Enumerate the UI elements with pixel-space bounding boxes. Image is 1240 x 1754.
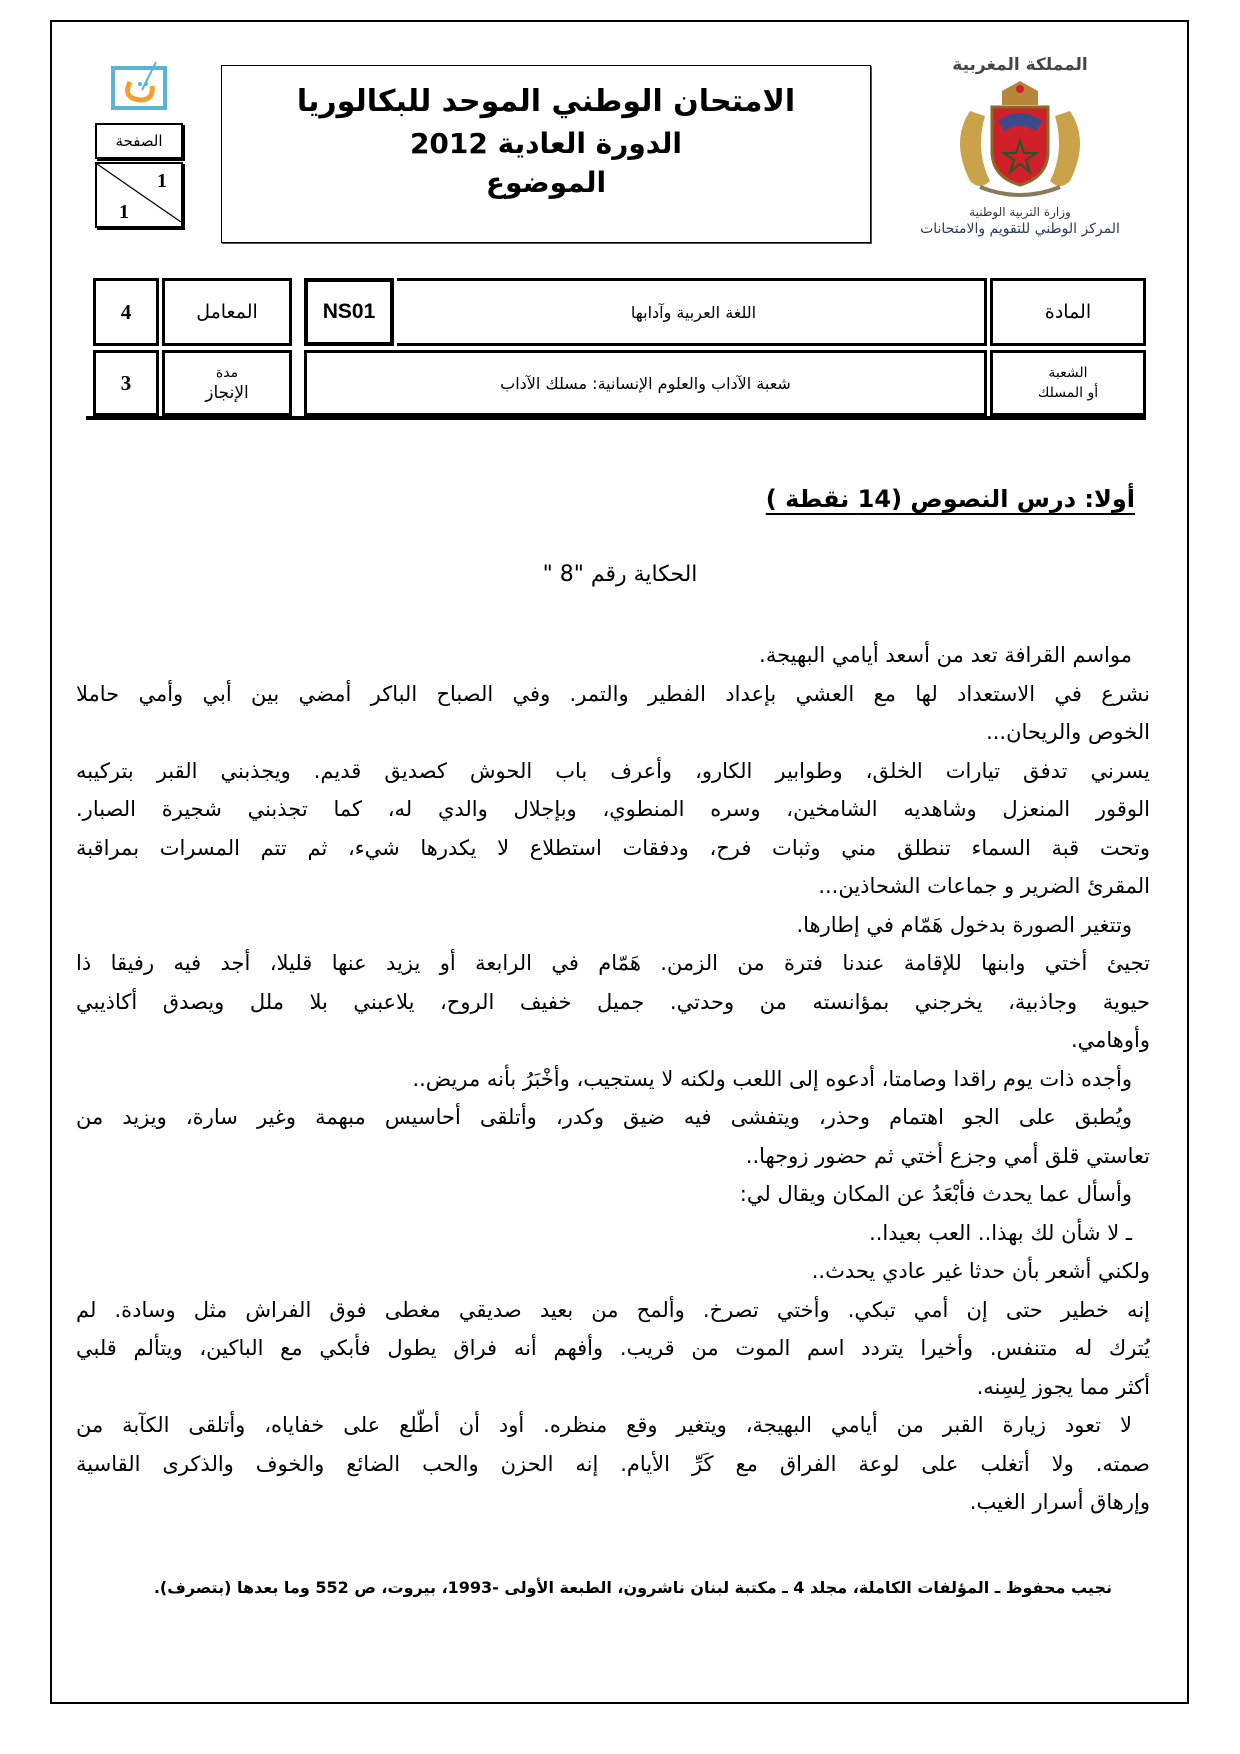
text-line: حيوية وجاذبية، يخرجني بمؤانسته من وحدتي. جميل خفيف الروح، يلاعبني بلا ملل ويصدق أكاذيبي (76, 989, 1150, 1014)
text-line: لا تعود زيارة القبر من أيامي البهيجة، ويتغير وقع منظره. أود أن أطّلع على خفاياه، وأتلقى الكآبة من (76, 1413, 1132, 1437)
text-line: تجيئ أختي وابنها للإقامة عندنا فترة من الزمن. هَمّام في الرابعة أو يزيد عنها قليلا، أجد فيه رفيقا ذا (76, 951, 1150, 975)
exam-subject-heading: الموضوع (485, 166, 607, 199)
text-line: إنه خطير حتى إن أمي تبكي. وأختي تصرخ. وألمح من بعيد صديقي مغطى فوق الفراش مثل وسادة. لم (76, 1297, 1150, 1322)
coat-of-arms-icon (940, 81, 1100, 201)
table-row (93, 278, 1146, 346)
branch-label-line2: أو المسلك (1037, 385, 1099, 401)
exam-title: الامتحان الوطني الموحد للبكالوريا (296, 84, 796, 119)
kingdom-header (895, 55, 1145, 237)
page-fraction (95, 162, 183, 228)
kingdom-name: المملكة المغربية (952, 55, 1088, 75)
exam-meta-table (90, 274, 1149, 420)
text-line: ولكني أشعر بأن حدثا غير عادي يحدث.. (811, 1259, 1150, 1283)
duration-label-line2: الإنجاز (205, 383, 249, 403)
duration-value: 3 (93, 350, 159, 416)
text-line: يُترك له متنفس. وأخيرا يتردد اسم الموت من قريب. وأفهم أنه فراق يطول فأبكي مع الباكين، ويتألم قلبي (76, 1336, 1150, 1360)
subject-label: المادة (990, 278, 1146, 346)
page-number: 1 (157, 170, 167, 192)
text-line: أكثر مما يجوز لِسِنه. (976, 1374, 1150, 1399)
text-line: المقرئ الضرير و جماعات الشحاذين... (818, 874, 1150, 898)
text-line: ويُطبق على الجو اهتمام وحذر، ويتفشى فيه ضيق وكدر، وأتلقى أحاسيس مبهمة وغير سارة، ويزيد من (76, 1105, 1132, 1129)
duration-label-line1: مدة (215, 365, 239, 381)
text-line: وإرهاق أسرار الغيب. (969, 1490, 1150, 1514)
text-line: وأوهامي. (1070, 1028, 1150, 1052)
page-indicator (95, 123, 183, 228)
exam-title-box (221, 65, 871, 243)
text-line: صمته. ولا أتغلب على لوعة الفراق مع كَرِّ الأيام. إنه الحزن والحب الضائع والخوف والذكرى القاسية (76, 1451, 1150, 1476)
exam-session: الدورة العادية 2012 (409, 127, 683, 160)
subject-value: اللغة العربية وآدابها (397, 278, 987, 346)
text-line: تعاستي قلق أمي وجزع أختي ثم حضور زوجها.. (745, 1143, 1150, 1168)
text-line: ـ لا شأن لك بهذا.. العب بعيدا.. (869, 1220, 1132, 1245)
branch-label-line1: الشعبة (1048, 365, 1088, 381)
text-line: وتتغير الصورة بدخول هَمّام في إطارها. (796, 912, 1132, 937)
page-total: 1 (119, 201, 129, 223)
divider (86, 416, 1146, 420)
story-title: الحكاية رقم "8 " (542, 562, 698, 587)
text-line: مواسم القرافة تعد من أسعد أيامي البهيجة. (759, 643, 1132, 667)
section-heading: أولا: درس النصوص (14 نقطة ) (765, 485, 1135, 513)
branch-value: شعبة الآداب والعلوم الإنسانية: مسلك الآداب (304, 350, 987, 416)
text-line: وأسأل عما يحدث فأبْعَدُ عن المكان ويقال لي: (739, 1182, 1132, 1206)
source-citation: نجيب محفوظ ـ المؤلفات الكاملة، مجلد 4 ـ مكتبة لبنان ناشرون، الطبعة الأولى -1993، بيروت، ص 552 وما بعدها (بتصرف). (153, 1578, 1112, 1597)
exam-code: NS01 (304, 278, 394, 346)
text-line: وأجده ذات يوم راقدا وصامتا، أدعوه إلى اللعب ولكنه لا يستجيب، وأخْبَرُ بأنه مريض.. (412, 1066, 1132, 1091)
ministry-name: وزارة التربية الوطنية (969, 205, 1071, 219)
exam-center-logo (110, 60, 170, 112)
text-line: وتحت قبة السماء تنطلق مني وثبات فرح، ودفقات استطلاع لا يكدرها شيء، ثم تتم المسرات بمراقبة (76, 835, 1150, 860)
story-text (76, 636, 1150, 1522)
duration-label (162, 350, 292, 416)
evaluation-center-name: المركز الوطني للتقويم والامتحانات (920, 221, 1120, 237)
text-line: الوقور المنعزل وشاهديه الشامخين، وسره المنطوي، وبإجلال والدي له، كما تجذبني شجيرة الصبار. (76, 797, 1150, 821)
coefficient-value: 4 (93, 278, 159, 346)
text-line: نشرع في الاستعداد لها مع العشي بإعداد الفطير والتمر. وفي الصباح الباكر أمضي بين أبي وأمي حاملا (76, 681, 1150, 706)
page-label: الصفحة (95, 123, 183, 159)
text-line: الخوص والريحان... (986, 720, 1150, 744)
text-line: يسرني تدفق تيارات الخلق، وطوابير الكارو، وأعرف باب الحوش كصديق قديم. ويجذبني القبر بتركيبه (76, 758, 1150, 783)
coefficient-label: المعامل (162, 278, 292, 346)
branch-label (990, 350, 1146, 416)
table-row (93, 350, 1146, 416)
